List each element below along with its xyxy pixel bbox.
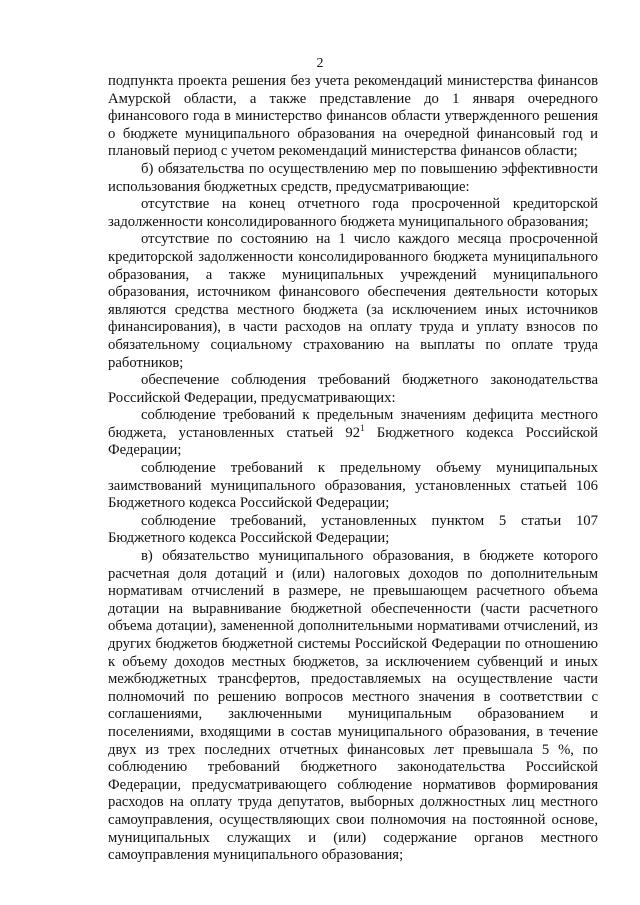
paragraph-continuation: подпункта проекта решения без учета рекомендаций министерства финансов Амурской области, а также представление до 1 января очередного финансового года в министерство финансов области утвержденного решения о бюджете муниципального образования на очередной финансовый год и плановый период с учетом рекомендаций министерства финансов области; [108, 73, 598, 160]
page-number: 2 [316, 56, 324, 71]
paragraph-borrowing-limits: соблюдение требований к предельному объему муниципальных заимствований муниципального образования, установленных статьей 106 Бюджетного кодекса Российской Федерации; [108, 460, 598, 512]
paragraph-v: в) обязательство муниципального образования, в бюджете которого расчетная доля дотаций и (или) налоговых доходов по дополнительным нормативам отчислений в размере, не превышающем расчетного объема дотации на выравнивание бюджетной обеспеченности (части расчетного объема дотации), замененной дополнительными нормативами отчислений, из других бюджетов бюджетной системы Российской Федерации по отношению к объему доходов местных бюджетов, за исключением субвенций и иных межбюджетных трансфертов, предоставляемых на осуществление части полномочий по решению вопросов местного значения в соответствии с соглашениями, заключенными муниципальным образованием и поселениями, входящими в состав муниципального образования, в течение двух из трех последних отчетных финансовых лет превышала 5 %, по соблюдению требований бюджетного законодательства Российской Федерации, предусматривающего соблюдение нормативов формирования расходов на оплату труда депутатов, выборных должностных лиц местного самоуправления, осуществляющих свои полномочия на постоянной основе, муниципальных служащих и (или) содержание органов местного самоуправления муниципального образования; [108, 548, 598, 864]
document-body [108, 73, 598, 865]
deficit-text: соблюдение требований к предельным значениям дефицита местного бюджета, установленных статьей 92 [108, 407, 598, 441]
deficit-text-end: Бюджетного кодекса Российской Федерации; [108, 424, 598, 459]
paragraph-no-overdue-monthly: отсутствие по состоянию на 1 число каждого месяца просроченной кредиторской задолженности консолидированного бюджета муниципального образования, а также муниципальных учреждений муниципального образования, источником финансового обеспечения деятельности которых являются средства местного бюджета (за исключением иных источников финансирования), в части расходов на оплату труда и уплату взносов по обязательному социальному страхованию на выплаты по оплате труда работников; [108, 231, 598, 371]
article-superscript: 1 [360, 422, 365, 433]
paragraph-b: б) обязательства по осуществлению мер по повышению эффективности использования бюджетных средств, предусматривающие: [108, 160, 598, 195]
paragraph-no-overdue-year-end: отсутствие на конец отчетного года просроченной кредиторской задолженности консолидированного бюджета муниципального образования; [108, 196, 598, 230]
paragraph-deficit-limits [108, 407, 598, 460]
paragraph-article-107: соблюдение требований, установленных пунктом 5 статьи 107 Бюджетного кодекса Российской Федерации; [108, 512, 598, 547]
paragraph-budget-law-compliance: обеспечение соблюдения требований бюджетного законодательства Российской Федерации, предусматривающих: [108, 372, 598, 406]
